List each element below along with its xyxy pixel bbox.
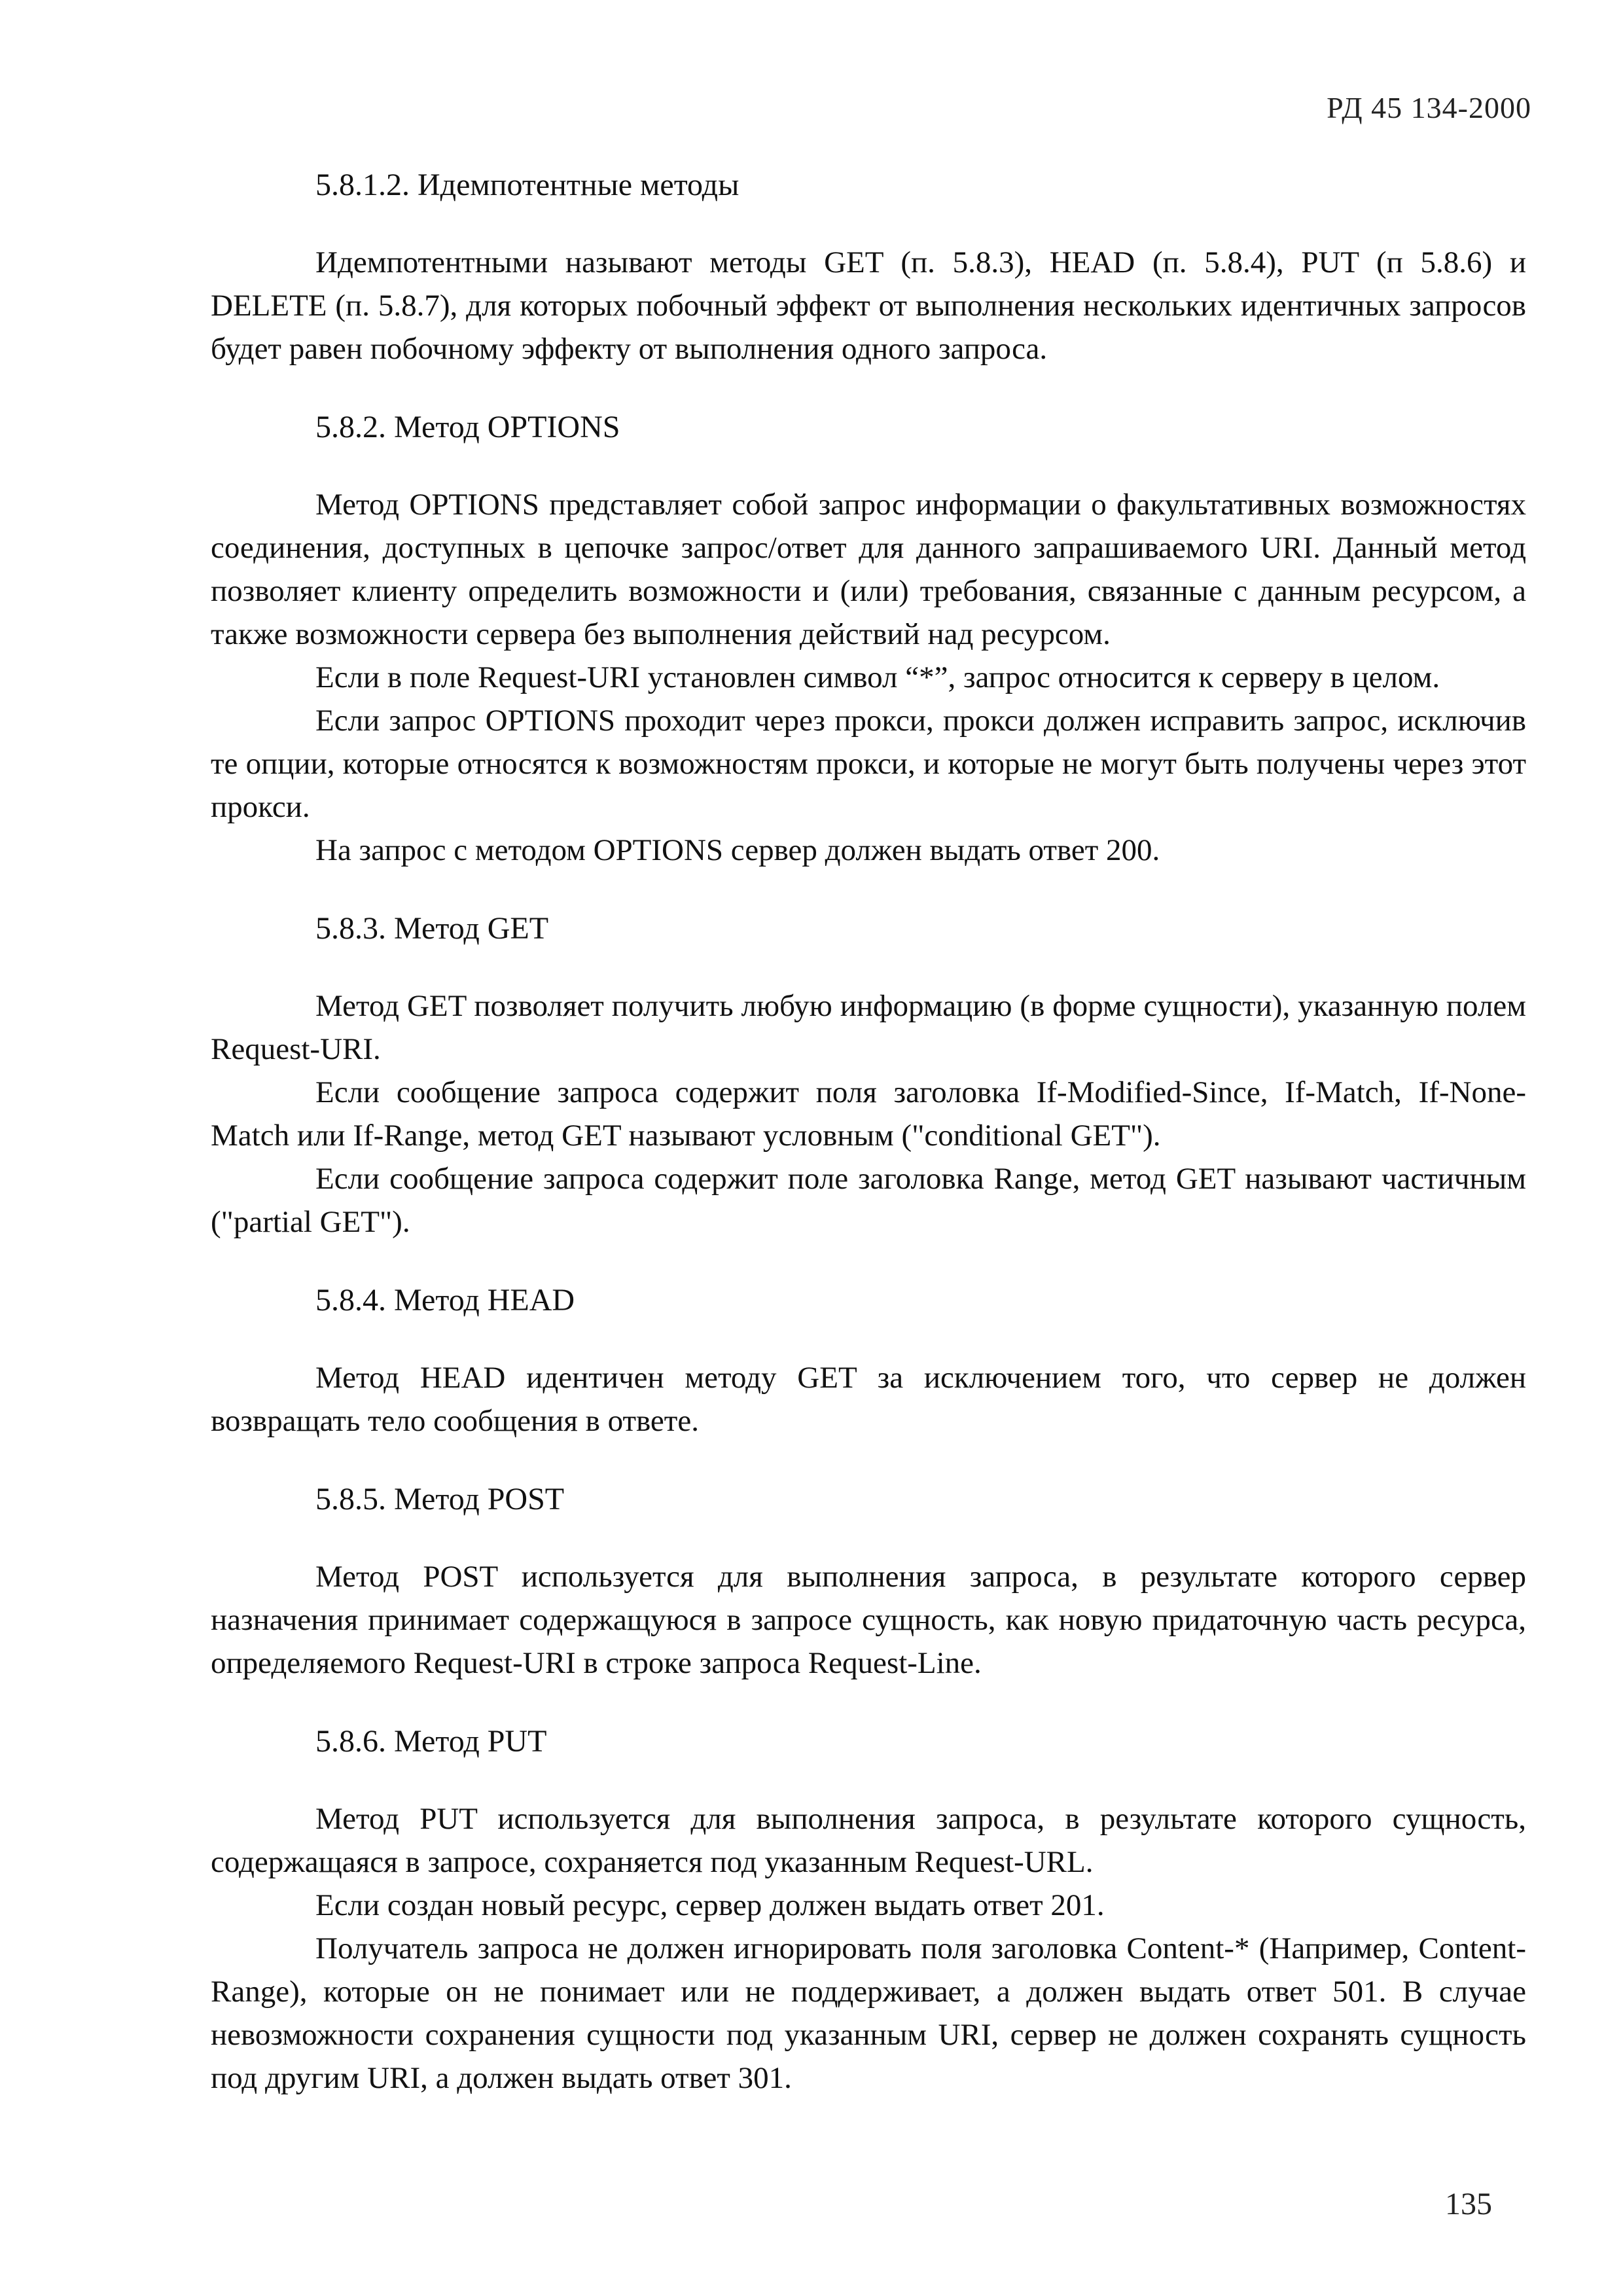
paragraph: Метод GET позволяет получить любую информацию (в форме сущности), указанную полем Request-URI.: [211, 989, 1526, 1066]
paragraph: Если создан новый ресурс, сервер должен выдать ответ 201.: [315, 1888, 1105, 1922]
paragraph: Идемпотентными называют методы GET (п. 5.8.3), HEAD (п. 5.8.4), PUT (п 5.8.6) и DELETE (п. 5.8.7), для которых побочный эффект от выполнения нескольких идентичных запросов будет равен побочному эффекту от выполнения одного запроса.: [211, 245, 1526, 366]
section-options-method: [211, 406, 1526, 872]
paragraph: Метод OPTIONS представляет собой запрос информации о факультативных возможностях соединения, доступных в цепочке запрос/ответ для данного запрашиваемого URI. Данный метод позволяет клиенту определить возможности и (или) требования, связанные с данным ресурсом, а также возможности сервера без выполнения действий над ресурсом.: [211, 488, 1526, 651]
section-heading: 5.8.5. Метод POST: [315, 1482, 565, 1516]
paragraph: Метод HEAD идентичен методу GET за исключением того, что сервер не должен возвращать тело сообщения в ответе.: [211, 1361, 1526, 1438]
paragraph: Если сообщение запроса содержит поля заголовка If-Modified-Since, If-Match, If-None-Match или If-Range, метод GET называют условным ("conditional GET").: [211, 1075, 1526, 1153]
paragraph: Получатель запроса не должен игнорировать поля заголовка Content-* (Например, Content-Range), которые он не понимает или не поддерживает, а должен выдать ответ 501. В случае невозможности сохранения сущности под указанным URI, сервер не должен сохранять сущность под другим URI, а должен выдать ответ 301.: [211, 1931, 1526, 2095]
section-heading: 5.8.1.2. Идемпотентные методы: [315, 168, 740, 202]
paragraph: Метод POST используется для выполнения запроса, в результате которого сервер назначения принимает содержащуюся в запросе сущность, как новую придаточную часть ресурса, определяемого Request-URI в строке запроса Request-Line.: [211, 1560, 1526, 1680]
section-put-method: [211, 1720, 1526, 2100]
paragraph: На запрос с методом OPTIONS сервер должен выдать ответ 200.: [315, 833, 1160, 867]
section-idempotent-methods: [211, 164, 1526, 370]
section-head-method: [211, 1279, 1526, 1443]
section-get-method: [211, 907, 1526, 1244]
paragraph: Если сообщение запроса содержит поле заголовка Range, метод GET называют частичным ("partial GET").: [211, 1162, 1526, 1239]
section-heading: 5.8.3. Метод GET: [315, 911, 549, 946]
paragraph: Если запрос OPTIONS проходит через прокси, прокси должен исправить запрос, исключив те опции, которые относятся к возможностям прокси, и которые не могут быть получены через этот прокси.: [211, 704, 1526, 824]
section-heading: 5.8.6. Метод PUT: [315, 1724, 547, 1759]
paragraph: Метод PUT используется для выполнения запроса, в результате которого сущность, содержащаяся в запросе, сохраняется под указанным Request-URL.: [211, 1802, 1526, 1879]
document-code: РД 45 134-2000: [1327, 91, 1531, 124]
document-body: [211, 164, 1526, 2135]
page-number: 135: [1445, 2187, 1492, 2221]
section-post-method: [211, 1478, 1526, 1685]
section-heading: 5.8.2. Метод OPTIONS: [315, 410, 620, 444]
section-heading: 5.8.4. Метод HEAD: [315, 1283, 575, 1318]
paragraph: Если в поле Request-URI установлен символ “*”, запрос относится к серверу в целом.: [315, 660, 1440, 694]
